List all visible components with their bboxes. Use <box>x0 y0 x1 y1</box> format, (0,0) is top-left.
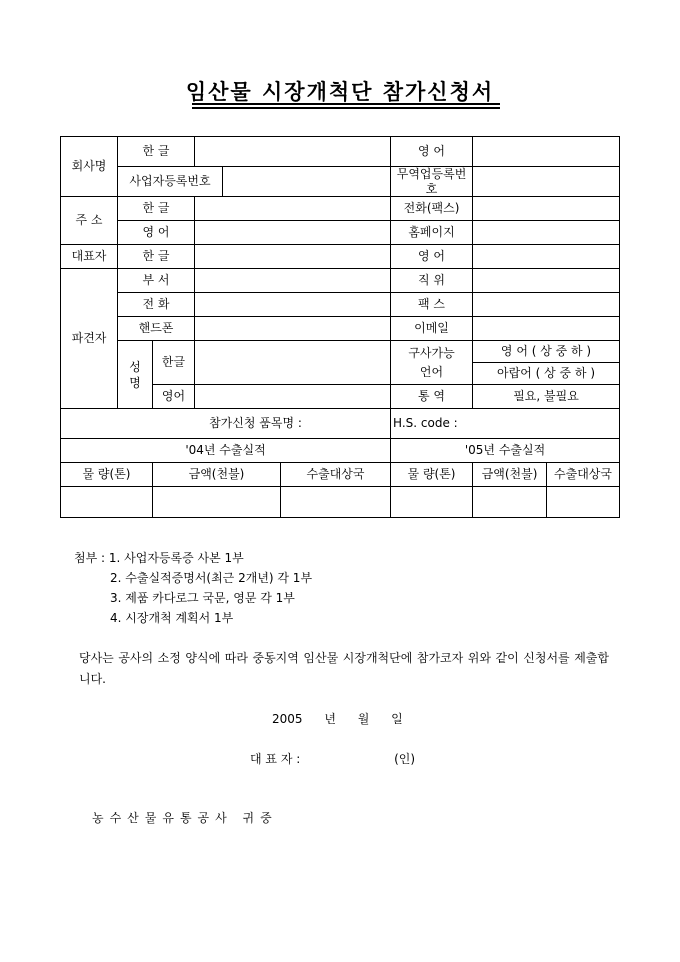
company-english-field[interactable] <box>473 137 620 167</box>
interpret-options[interactable]: 필요, 불필요 <box>473 385 620 409</box>
signature-rep-label: 대 표 자 : <box>250 752 301 766</box>
representative-korean-label: 한 글 <box>118 245 195 269</box>
representative-english-label: 영 어 <box>391 245 473 269</box>
address-label: 주 소 <box>61 197 118 245</box>
export-2005-countries-label: 수출대상국 <box>547 463 620 487</box>
product-name-label: 참가신청 품목명 : <box>61 409 391 439</box>
trade-reg-no-field[interactable] <box>473 167 620 197</box>
name-korean-field[interactable] <box>195 341 391 385</box>
phone-field[interactable] <box>195 293 391 317</box>
address-korean-label: 한 글 <box>118 197 195 221</box>
representative-english-field[interactable] <box>473 245 620 269</box>
email-field[interactable] <box>473 317 620 341</box>
application-form-table <box>60 136 620 518</box>
hs-code-label: H.S. code : <box>391 409 620 439</box>
export-2005-amount-label: 금액(천불) <box>473 463 547 487</box>
language-english[interactable]: 영 어 ( 상 중 하 ) <box>473 341 620 363</box>
attachment-item: 4. 시장개척 계획서 1부 <box>110 611 234 625</box>
company-english-label: 영 어 <box>391 137 473 167</box>
application-date: 2005 년 월 일 <box>272 712 403 726</box>
address-english-field[interactable] <box>195 221 391 245</box>
dispatch-label: 파견자 <box>61 269 118 409</box>
attachment-item: 2. 수출실적증명서(최근 2개년) 각 1부 <box>110 571 313 585</box>
export-2005-countries-field[interactable] <box>547 487 620 518</box>
export-2004-volume-field[interactable] <box>61 487 153 518</box>
attachments-label: 첨부 : <box>74 551 106 565</box>
email-label: 이메일 <box>391 317 473 341</box>
export-2004-amount-field[interactable] <box>153 487 281 518</box>
name-label-text: 성 명 <box>129 359 141 390</box>
representative-signature <box>250 750 415 767</box>
attachments-list <box>74 548 312 628</box>
mobile-field[interactable] <box>195 317 391 341</box>
fax-label: 팩 스 <box>391 293 473 317</box>
export-2004-header: '04년 수출실적 <box>61 439 391 463</box>
attachment-item: 3. 제품 카다로그 국문, 영문 각 1부 <box>110 591 295 605</box>
phone-label: 전 화 <box>118 293 195 317</box>
export-2004-countries-field[interactable] <box>281 487 391 518</box>
language-arabic[interactable]: 아랍어 ( 상 중 하 ) <box>473 363 620 385</box>
language-label-text: 구사가능 언어 <box>408 345 455 379</box>
title-double-underline <box>192 103 500 109</box>
name-english-field[interactable] <box>195 385 391 409</box>
phone-fax-label: 전화(팩스) <box>391 197 473 221</box>
export-2005-volume-field[interactable] <box>391 487 473 518</box>
phone-fax-field[interactable] <box>473 197 620 221</box>
company-label: 회사명 <box>61 137 118 197</box>
homepage-label: 홈페이지 <box>391 221 473 245</box>
seal-mark: (인) <box>394 752 416 766</box>
document-title: 임산물 시장개척단 참가신청서 <box>185 79 495 104</box>
language-label <box>391 341 473 385</box>
mobile-label: 핸드폰 <box>118 317 195 341</box>
export-2004-amount-label: 금액(천불) <box>153 463 281 487</box>
representative-label: 대표자 <box>61 245 118 269</box>
application-statement: 당사는 공사의 소정 양식에 따라 중동지역 임산물 시장개척단에 참가코자 위와 같이 신청서를 제출합니다. <box>79 651 609 686</box>
recipient: 농수산물유통공사 귀중 <box>92 811 278 825</box>
homepage-field[interactable] <box>473 221 620 245</box>
department-label: 부 서 <box>118 269 195 293</box>
representative-korean-field[interactable] <box>195 245 391 269</box>
position-label: 직 위 <box>391 269 473 293</box>
company-korean-field[interactable] <box>195 137 391 167</box>
fax-field[interactable] <box>473 293 620 317</box>
name-english-label: 영어 <box>153 385 195 409</box>
export-2005-volume-label: 물 량(톤) <box>391 463 473 487</box>
export-2004-countries-label: 수출대상국 <box>281 463 391 487</box>
attachment-item <box>74 548 312 568</box>
department-field[interactable] <box>195 269 391 293</box>
company-korean-label: 한 글 <box>118 137 195 167</box>
interpret-label: 통 역 <box>391 385 473 409</box>
export-2005-amount-field[interactable] <box>473 487 547 518</box>
name-label <box>118 341 153 409</box>
address-english-label: 영 어 <box>118 221 195 245</box>
biz-reg-no-field[interactable] <box>223 167 391 197</box>
name-korean-label: 한글 <box>153 341 195 385</box>
attachment-item-text: 1. 사업자등록증 사본 1부 <box>108 551 244 565</box>
address-korean-field[interactable] <box>195 197 391 221</box>
biz-reg-no-label: 사업자등록번호 <box>118 167 223 197</box>
export-2004-volume-label: 물 량(톤) <box>61 463 153 487</box>
export-2005-header: '05년 수출실적 <box>391 439 620 463</box>
trade-reg-no-label: 무역업등록번호 <box>391 167 473 197</box>
position-field[interactable] <box>473 269 620 293</box>
